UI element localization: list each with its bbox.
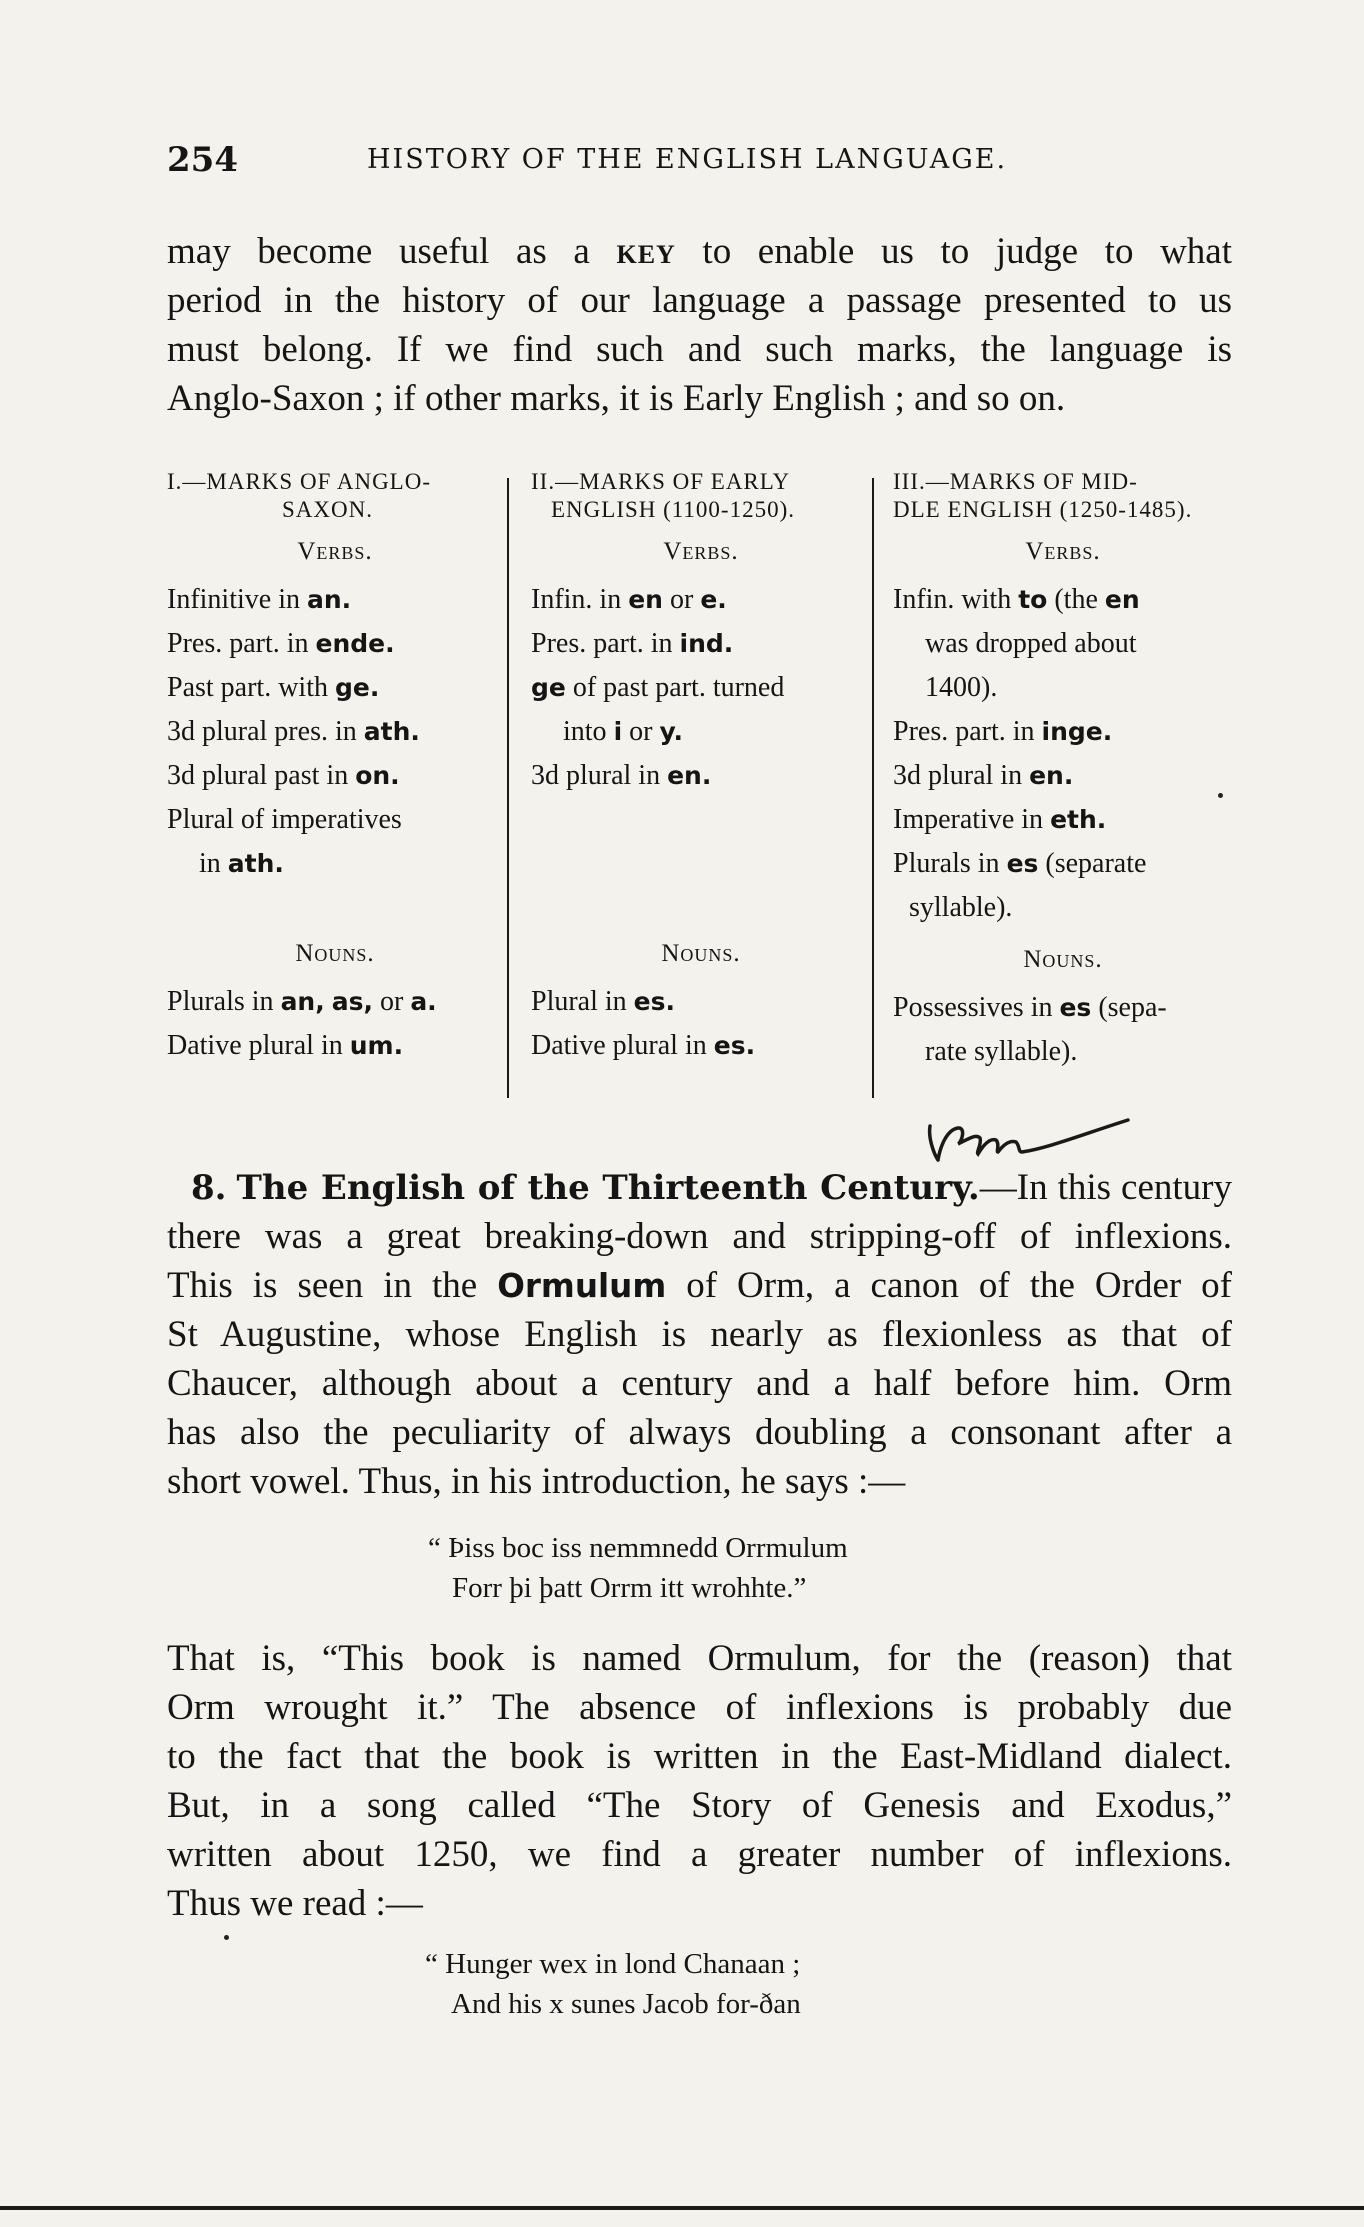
item-text: Pres. part. in bbox=[893, 716, 1042, 747]
page-header bbox=[167, 140, 1232, 190]
item-text: rate syllable). bbox=[925, 1036, 1078, 1067]
item-text: Plural of imperatives bbox=[167, 804, 402, 835]
item-text: was dropped about bbox=[925, 628, 1137, 659]
item-keyword: en bbox=[628, 585, 663, 614]
nouns-label: Nouns. bbox=[1023, 946, 1103, 973]
heading-line: I.—MARKS OF ANGLO- bbox=[167, 469, 431, 494]
section-8-paragraph bbox=[167, 1163, 1232, 1506]
item-text: Infinitive in bbox=[167, 584, 307, 615]
item-text: Past part. with bbox=[167, 672, 335, 703]
list-item bbox=[531, 754, 871, 798]
verbs-label: Verbs. bbox=[1025, 538, 1101, 565]
item-text: Possessives in bbox=[893, 992, 1060, 1023]
ormulum-term: Ormulum bbox=[497, 1267, 667, 1305]
list-item bbox=[893, 798, 1233, 842]
item-keyword: eth. bbox=[1050, 805, 1107, 834]
item-keyword: en. bbox=[667, 761, 712, 790]
heading-line: II.—MARKS OF EARLY bbox=[531, 469, 791, 494]
item-text: or bbox=[372, 986, 411, 1017]
verbs-label: Verbs. bbox=[663, 538, 739, 565]
text-line: short vowel. Thus, in his introduction, he says :— bbox=[167, 1461, 906, 1502]
text-line: has also the peculiarity of always doubling a consonant after a bbox=[167, 1412, 1232, 1453]
list-item bbox=[167, 798, 503, 842]
verbs-list bbox=[893, 578, 1233, 930]
text-span: to enable us to judge to what bbox=[702, 231, 1232, 272]
item-text: Dative plural in bbox=[531, 1030, 714, 1061]
text-line: Anglo-Saxon ; if other marks, it is Early English ; and so on. bbox=[167, 378, 1066, 419]
item-text: (sepa- bbox=[1091, 992, 1167, 1023]
item-keyword: um. bbox=[349, 1031, 404, 1060]
verbs-list bbox=[531, 578, 871, 798]
item-text: Pres. part. in bbox=[167, 628, 316, 659]
item-keyword: to bbox=[1018, 585, 1048, 614]
item-keyword: ende. bbox=[315, 629, 395, 658]
speck bbox=[224, 1935, 229, 1940]
item-keyword: i bbox=[613, 717, 623, 746]
item-text: into bbox=[563, 716, 614, 747]
list-item bbox=[167, 578, 503, 622]
text-line: to the fact that the book is written in the East-Midland dialect. bbox=[167, 1736, 1232, 1777]
section-number: 8. bbox=[191, 1168, 227, 1208]
heading-line: ENGLISH (1100-1250). bbox=[551, 497, 796, 522]
column-heading bbox=[893, 468, 1233, 526]
list-item bbox=[167, 754, 503, 798]
list-item bbox=[167, 1024, 503, 1068]
item-text: 1400). bbox=[925, 672, 998, 703]
column-heading bbox=[531, 468, 871, 526]
item-keyword: ath. bbox=[227, 849, 284, 878]
marks-table bbox=[167, 468, 1232, 1108]
item-text: (separate bbox=[1038, 848, 1147, 879]
item-text: Plurals in bbox=[167, 986, 281, 1017]
nouns-list bbox=[893, 986, 1233, 1074]
text-span: This is seen in the bbox=[167, 1265, 478, 1306]
list-item bbox=[167, 666, 503, 710]
item-text bbox=[325, 986, 332, 1017]
item-text: or bbox=[662, 584, 701, 615]
heading-line: DLE ENGLISH (1250-1485). bbox=[893, 497, 1193, 522]
item-keyword: as, bbox=[331, 987, 373, 1016]
text-line: there was a great breaking-down and stripping-off of inflexions. bbox=[167, 1216, 1232, 1257]
item-keyword: on. bbox=[355, 761, 400, 790]
item-keyword: ge bbox=[531, 673, 566, 702]
list-item bbox=[531, 980, 871, 1024]
list-item bbox=[531, 578, 871, 622]
nouns-label: Nouns. bbox=[295, 940, 375, 967]
item-keyword: es. bbox=[633, 987, 676, 1016]
column-heading bbox=[167, 468, 503, 526]
list-item bbox=[893, 886, 1233, 930]
item-text: Plurals in bbox=[893, 848, 1007, 879]
item-keyword: an, bbox=[280, 987, 325, 1016]
item-text: 3d plural in bbox=[893, 760, 1030, 791]
text-line bbox=[167, 227, 1232, 276]
list-item bbox=[893, 1030, 1233, 1074]
key-term: key bbox=[616, 231, 676, 272]
column-divider bbox=[872, 478, 874, 1098]
item-keyword: y. bbox=[659, 717, 683, 746]
item-keyword: inge. bbox=[1041, 717, 1113, 746]
intro-paragraph bbox=[167, 227, 1232, 423]
section-heading: The English of the Thirteenth Century. bbox=[236, 1168, 980, 1208]
item-text: Dative plural in bbox=[167, 1030, 350, 1061]
running-title: HISTORY OF THE ENGLISH LANGUAGE. bbox=[367, 144, 1008, 175]
list-item bbox=[893, 578, 1233, 622]
column-middle-english bbox=[893, 468, 1233, 1074]
heading-line: III.—MARKS OF MID- bbox=[893, 469, 1138, 494]
item-text: Infin. in bbox=[531, 584, 629, 615]
item-text: syllable). bbox=[909, 892, 1013, 923]
list-item bbox=[531, 710, 871, 754]
page-number: 254 bbox=[167, 140, 238, 180]
item-keyword: ge. bbox=[335, 673, 380, 702]
text-line: That is, “This book is named Ormulum, for the (reason) that bbox=[167, 1638, 1232, 1679]
item-keyword: a. bbox=[410, 987, 437, 1016]
ormulum-quote bbox=[428, 1528, 848, 1608]
list-item bbox=[893, 622, 1233, 666]
item-keyword: en bbox=[1104, 585, 1140, 614]
genesis-paragraph bbox=[167, 1634, 1232, 1928]
list-item bbox=[167, 622, 503, 666]
text-line bbox=[167, 1261, 1232, 1310]
list-item bbox=[531, 622, 871, 666]
item-text: Plural in bbox=[531, 986, 634, 1017]
genesis-quote bbox=[425, 1944, 801, 2024]
list-item bbox=[893, 986, 1233, 1030]
nouns-label: Nouns. bbox=[661, 940, 741, 967]
text-span: may become useful as a bbox=[167, 231, 590, 272]
text-line: St Augustine, whose English is nearly as flexionless as that of bbox=[167, 1314, 1232, 1355]
text-line: period in the history of our language a passage presented to us bbox=[167, 280, 1232, 321]
item-text: of past part. turned bbox=[565, 672, 785, 703]
heading-line: SAXON. bbox=[282, 497, 373, 522]
list-item bbox=[893, 842, 1233, 886]
item-text: Pres. part. in bbox=[531, 628, 680, 659]
list-item bbox=[893, 754, 1233, 798]
quote-line: And his x sunes Jacob for-ðan bbox=[451, 1988, 801, 2020]
text-line: But, in a song called “The Story of Genesis and Exodus,” bbox=[167, 1785, 1232, 1826]
text-line: Orm wrought it.” The absence of inflexions is probably due bbox=[167, 1687, 1232, 1728]
item-text: 3d plural in bbox=[531, 760, 668, 791]
text-line: Thus we read :— bbox=[167, 1883, 423, 1924]
item-keyword: ath. bbox=[363, 717, 420, 746]
list-item bbox=[531, 1024, 871, 1068]
text-span: —In this century bbox=[979, 1167, 1232, 1208]
quote-line: Forr þi þatt Orrm itt wrohhte.” bbox=[452, 1572, 807, 1604]
item-keyword: es bbox=[1059, 993, 1092, 1022]
list-item bbox=[893, 666, 1233, 710]
nouns-list bbox=[167, 980, 503, 1068]
item-text: Imperative in bbox=[893, 804, 1051, 835]
page-bottom-edge bbox=[0, 2206, 1364, 2210]
list-item bbox=[893, 710, 1233, 754]
verbs-list bbox=[167, 578, 503, 886]
item-keyword: e. bbox=[700, 585, 727, 614]
item-keyword: ind. bbox=[679, 629, 734, 658]
quote-line: “ Hunger wex in lond Chanaan ; bbox=[425, 1948, 801, 1980]
item-text: (the bbox=[1047, 584, 1105, 615]
item-keyword: en. bbox=[1029, 761, 1074, 790]
column-early-english bbox=[531, 468, 871, 1068]
item-text: 3d plural past in bbox=[167, 760, 356, 791]
text-line: Chaucer, although about a century and a half before him. Orm bbox=[167, 1363, 1232, 1404]
text-span: of Orm, a canon of the Order of bbox=[686, 1265, 1233, 1306]
handwritten-annotation bbox=[918, 1108, 1168, 1168]
item-keyword: es. bbox=[713, 1031, 756, 1060]
item-text: or bbox=[622, 716, 660, 747]
quote-line: “ Þiss boc iss nemmnedd Orrmulum bbox=[428, 1532, 848, 1564]
list-item bbox=[167, 710, 503, 754]
text-line: must belong. If we find such and such marks, the language is bbox=[167, 329, 1232, 370]
item-text: Infin. with bbox=[893, 584, 1019, 615]
text-line bbox=[167, 1163, 1232, 1212]
item-keyword: an. bbox=[306, 585, 352, 614]
column-anglo-saxon bbox=[167, 468, 503, 1068]
column-divider bbox=[507, 478, 509, 1098]
text-line: written about 1250, we find a greater number of inflexions. bbox=[167, 1834, 1232, 1875]
speck bbox=[1218, 793, 1223, 798]
item-text: in bbox=[199, 848, 228, 879]
list-item bbox=[167, 980, 503, 1024]
list-item bbox=[531, 666, 871, 710]
item-keyword: es bbox=[1006, 849, 1039, 878]
verbs-label: Verbs. bbox=[297, 538, 373, 565]
list-item bbox=[167, 842, 503, 886]
nouns-list bbox=[531, 980, 871, 1068]
item-text: 3d plural pres. in bbox=[167, 716, 364, 747]
